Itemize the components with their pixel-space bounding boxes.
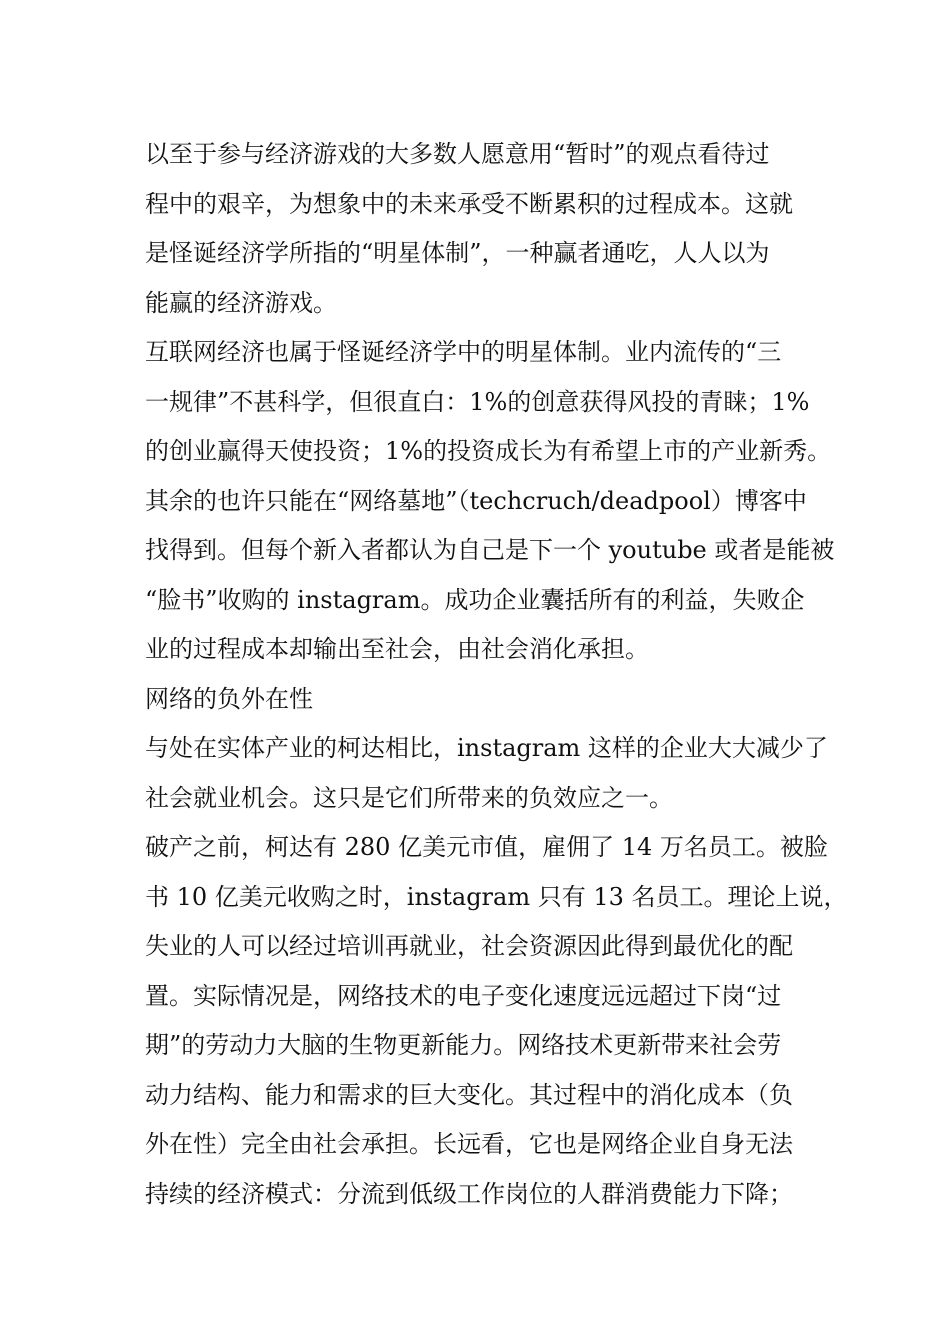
text-line: 外在性）完全由社会承担。长远看，它也是网络企业自身无法: [145, 1130, 793, 1158]
text-line: 其余的也许只能在“网络墓地”（techcruch/deadpool）博客中: [145, 486, 807, 515]
text-line: 书 10 亿美元收购之时，instagram 只有 13 名员工。理论上说，: [145, 882, 848, 911]
text-line: 破产之前，柯达有 280 亿美元市值，雇佣了 14 万名员工。被脸: [145, 833, 828, 861]
text-line: 是怪诞经济学所指的“明星体制”，一种赢者通吃，人人以为: [145, 239, 770, 267]
text-line: 失业的人可以经过培训再就业，社会资源因此得到最优化的配: [145, 932, 793, 960]
text-line: 动力结构、能力和需求的巨大变化。其过程中的消化成本（负: [145, 1080, 793, 1109]
document-body: [145, 130, 848, 1219]
text-line: 期”的劳动力大脑的生物更新能力。网络技术更新带来社会劳: [145, 1031, 782, 1059]
text-line: 找得到。但每个新入者都认为自己是下一个 youtube 或者是能被: [145, 536, 835, 564]
text-line: 社会就业机会。这只是它们所带来的负效应之一。: [145, 783, 673, 812]
text-line: 置。实际情况是，网络技术的电子变化速度远远超过下岗“过: [145, 981, 782, 1010]
text-line: 互联网经济也属于怪诞经济学中的明星体制。业内流传的“三: [145, 338, 782, 366]
text-line: 一规律”不甚科学，但很直白：1%的创意获得风投的青睐；1%: [145, 387, 810, 416]
text-line: “脸书”收购的 instagram。成功企业囊括所有的利益，失败企: [145, 585, 805, 614]
text-line: 能赢的经济游戏。: [145, 288, 337, 317]
text-line: 与处在实体产业的柯达相比，instagram 这样的企业大大减少了: [145, 734, 828, 762]
text-line: 程中的艰辛，为想象中的未来承受不断累积的过程成本。这就: [145, 189, 793, 218]
section-heading: 网络的负外在性: [145, 684, 313, 713]
text-line: 以至于参与经济游戏的大多数人愿意用“暂时”的观点看待过: [145, 140, 770, 168]
text-line: 的创业赢得天使投资；1%的投资成长为有希望上市的产业新秀。: [145, 437, 832, 465]
text-line: 持续的经济模式：分流到低级工作岗位的人群消费能力下降；: [145, 1179, 793, 1208]
text-line: 业的过程成本却输出至社会，由社会消化承担。: [145, 635, 649, 663]
